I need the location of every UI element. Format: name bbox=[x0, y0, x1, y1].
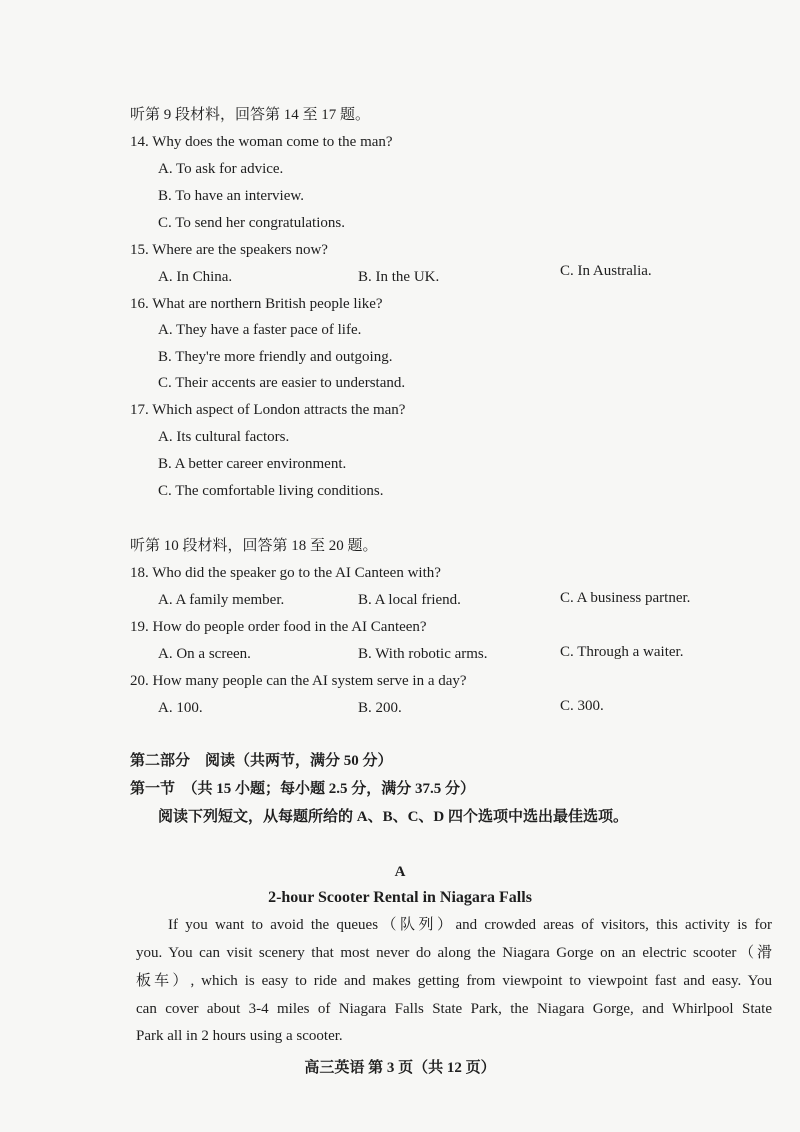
question-15: 15. Where are the speakers now? bbox=[130, 242, 328, 258]
option: B. A local friend. bbox=[358, 592, 461, 608]
question-19: 19. How do people order food in the AI Canteen? bbox=[130, 619, 427, 635]
option: B. In the UK. bbox=[358, 269, 440, 285]
option: A. On a screen. bbox=[158, 646, 251, 662]
passage-line: 板车）, which is easy to ride and makes getting from viewpoint to viewpoint fast and easy. You bbox=[136, 973, 772, 989]
option: A. They have a faster pace of life. bbox=[158, 322, 362, 338]
option: B. They're more friendly and outgoing. bbox=[158, 349, 393, 365]
passage-title: 2-hour Scooter Rental in Niagara Falls bbox=[268, 889, 532, 906]
option: A. 100. bbox=[158, 700, 203, 716]
section9-header: 听第 9 段材料，回答第 14 至 17 题。 bbox=[130, 107, 371, 123]
option: C. To send her congratulations. bbox=[158, 215, 345, 231]
instruction: 阅读下列短文，从每题所给的 A、B、C、D 四个选项中选出最佳选项。 bbox=[158, 809, 629, 825]
option: B. A better career environment. bbox=[158, 456, 347, 472]
section10-header: 听第 10 段材料，回答第 18 至 20 题。 bbox=[130, 538, 378, 554]
option: A. A family member. bbox=[158, 592, 285, 608]
option: C. A business partner. bbox=[560, 590, 691, 606]
passage-line: Park all in 2 hours using a scooter. bbox=[136, 1028, 343, 1044]
question-18: 18. Who did the speaker go to the AI Canteen with? bbox=[130, 565, 441, 581]
passage-letter: A bbox=[394, 864, 406, 880]
option: B. To have an interview. bbox=[158, 188, 304, 204]
question-16: 16. What are northern British people like? bbox=[130, 296, 383, 312]
page-footer: 高三英语 第 3 页（共 12 页） bbox=[304, 1060, 496, 1076]
question-17: 17. Which aspect of London attracts the man? bbox=[130, 402, 406, 418]
option: C. Their accents are easier to understand. bbox=[158, 375, 406, 391]
section1-title: 第一节 （共 15 小题；每小题 2.5 分，满分 37.5 分） bbox=[130, 781, 476, 797]
question-20: 20. How many people can the AI system serve in a day? bbox=[130, 673, 467, 689]
option: B. With robotic arms. bbox=[358, 646, 488, 662]
option: A. Its cultural factors. bbox=[158, 429, 290, 445]
passage-line: If you want to avoid the queues（队列）and crowded areas of visitors, this activity is for bbox=[168, 917, 772, 933]
option: C. The comfortable living conditions. bbox=[158, 483, 384, 499]
option: A. To ask for advice. bbox=[158, 161, 284, 177]
question-14: 14. Why does the woman come to the man? bbox=[130, 134, 393, 150]
part2-title: 第二部分 阅读（共两节，满分 50 分） bbox=[130, 753, 393, 769]
option: C. 300. bbox=[560, 698, 604, 714]
option: B. 200. bbox=[358, 700, 402, 716]
option: C. In Australia. bbox=[560, 263, 652, 279]
passage-line: can cover about 3-4 miles of Niagara Falls State Park, the Niagara Gorge, and Whirlpool State bbox=[136, 1001, 772, 1017]
passage-line: you. You can visit scenery that most never do along the Niagara Gorge on an electric scooter（滑 bbox=[136, 945, 772, 961]
option: C. Through a waiter. bbox=[560, 644, 684, 660]
option: A. In China. bbox=[158, 269, 233, 285]
